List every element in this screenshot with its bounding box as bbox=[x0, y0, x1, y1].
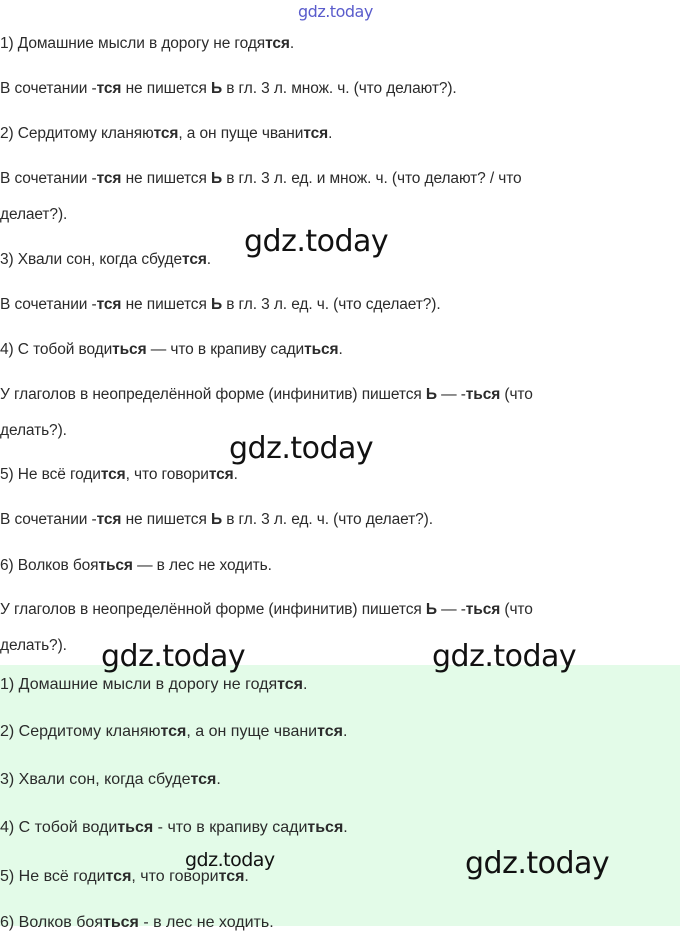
text-fragment: , а он пуще чвани bbox=[178, 125, 304, 142]
bold-fragment: Ь bbox=[210, 296, 222, 313]
text-fragment: не пишется bbox=[121, 80, 211, 97]
watermark: gdz.today bbox=[465, 846, 610, 881]
watermark: gdz.today bbox=[298, 2, 373, 21]
text-fragment: 5) Не всё годи bbox=[0, 868, 106, 885]
text-line bbox=[0, 637, 67, 655]
watermark: gdz.today bbox=[185, 849, 275, 871]
text-fragment: 2) Сердитому кланяю bbox=[0, 723, 161, 740]
text-line bbox=[0, 341, 343, 359]
bold-fragment: ться bbox=[102, 914, 139, 931]
text-fragment: . bbox=[338, 341, 343, 358]
text-fragment: — в лес не ходить. bbox=[132, 557, 272, 574]
bold-fragment: тся bbox=[105, 868, 132, 885]
text-fragment: — что в крапиву сади bbox=[146, 341, 305, 358]
text-fragment: . bbox=[206, 251, 212, 268]
text-line bbox=[0, 206, 67, 224]
text-fragment: . bbox=[328, 125, 333, 142]
bold-fragment: тся bbox=[96, 296, 122, 313]
text-fragment: У глаголов в неопределённой форме (инфинитив) пишется bbox=[0, 601, 426, 618]
watermark: gdz.today bbox=[432, 639, 577, 674]
text-fragment: в гл. 3 л. ед. ч. (что делает?). bbox=[222, 511, 433, 528]
bold-fragment: тся bbox=[218, 868, 245, 885]
bold-fragment: ться bbox=[112, 341, 147, 358]
bold-fragment: тся bbox=[303, 125, 329, 142]
answer-line bbox=[0, 723, 347, 741]
bold-fragment: тся bbox=[317, 723, 343, 740]
answer-summary-box bbox=[0, 665, 680, 926]
bold-fragment: Ь bbox=[210, 511, 222, 528]
text-fragment: 1) Домашние мысли в дорогу не годя bbox=[0, 676, 278, 693]
text-fragment: 4) С тобой води bbox=[0, 819, 118, 836]
text-line bbox=[0, 386, 533, 404]
text-fragment: — - bbox=[436, 601, 466, 618]
text-fragment: в гл. 3 л. множ. ч. (что делают?). bbox=[222, 80, 457, 97]
text-fragment: 4) С тобой води bbox=[0, 341, 113, 358]
text-line bbox=[0, 80, 457, 98]
text-fragment: У глаголов в неопределённой форме (инфинитив) пишется bbox=[0, 386, 426, 403]
bold-fragment: тся bbox=[182, 251, 207, 268]
bold-fragment: тся bbox=[190, 771, 217, 788]
answer-line bbox=[0, 819, 348, 837]
text-fragment: В сочетании - bbox=[0, 170, 97, 187]
text-line bbox=[0, 296, 441, 314]
bold-fragment: Ь bbox=[425, 386, 437, 403]
answer-line bbox=[0, 676, 307, 694]
bold-fragment: ться bbox=[307, 819, 344, 836]
text-fragment: (что bbox=[500, 386, 533, 403]
text-fragment: в гл. 3 л. ед. ч. (что сделает?). bbox=[222, 296, 441, 313]
text-fragment: делать?). bbox=[0, 637, 67, 654]
bold-fragment: тся bbox=[100, 466, 126, 483]
bold-fragment: тся bbox=[96, 80, 122, 97]
text-fragment: (что bbox=[500, 601, 533, 618]
text-fragment: . bbox=[302, 676, 308, 693]
bold-fragment: тся bbox=[153, 125, 179, 142]
text-fragment: 3) Хвали сон, когда сбуде bbox=[0, 771, 191, 788]
text-line bbox=[0, 35, 294, 53]
text-fragment: 6) Волков боя bbox=[0, 557, 99, 574]
text-fragment: , что говори bbox=[125, 466, 209, 483]
bold-fragment: Ь bbox=[425, 601, 437, 618]
text-fragment: 2) Сердитому кланяю bbox=[0, 125, 154, 142]
text-fragment: , что говори bbox=[131, 868, 219, 885]
bold-fragment: ться bbox=[465, 386, 501, 403]
text-fragment: — - bbox=[436, 386, 466, 403]
text-fragment: в гл. 3 л. ед. и множ. ч. (что делают? / что bbox=[222, 170, 522, 187]
watermark: gdz.today bbox=[244, 224, 389, 259]
text-line bbox=[0, 466, 238, 484]
text-fragment: . bbox=[343, 819, 348, 836]
watermark: gdz.today bbox=[229, 431, 374, 466]
watermark: gdz.today bbox=[101, 639, 246, 674]
text-fragment: . bbox=[342, 723, 348, 740]
bold-fragment: тся bbox=[160, 723, 187, 740]
text-fragment: В сочетании - bbox=[0, 511, 97, 528]
text-fragment: не пишется bbox=[121, 296, 211, 313]
text-fragment: - в лес не ходить. bbox=[138, 914, 274, 931]
bold-fragment: ться bbox=[465, 601, 501, 618]
text-fragment: . bbox=[289, 35, 295, 52]
text-fragment: . bbox=[233, 466, 238, 483]
text-fragment: 3) Хвали сон, когда сбуде bbox=[0, 251, 183, 268]
bold-fragment: тся bbox=[265, 35, 290, 52]
bold-fragment: тся bbox=[208, 466, 234, 483]
bold-fragment: Ь bbox=[210, 170, 222, 187]
text-fragment: . bbox=[216, 771, 221, 788]
bold-fragment: ться bbox=[117, 819, 154, 836]
text-fragment: . bbox=[244, 868, 249, 885]
text-line bbox=[0, 170, 522, 188]
text-fragment: 6) Волков боя bbox=[0, 914, 103, 931]
bold-fragment: тся bbox=[96, 511, 122, 528]
bold-fragment: Ь bbox=[210, 80, 222, 97]
bold-fragment: тся bbox=[96, 170, 122, 187]
text-fragment: В сочетании - bbox=[0, 296, 97, 313]
text-fragment: не пишется bbox=[121, 170, 211, 187]
answer-line bbox=[0, 914, 274, 932]
bold-fragment: ться bbox=[98, 557, 133, 574]
text-fragment: не пишется bbox=[121, 511, 211, 528]
bold-fragment: тся bbox=[277, 676, 303, 693]
text-line bbox=[0, 422, 67, 440]
text-fragment: - что в крапиву сади bbox=[153, 819, 308, 836]
bold-fragment: ться bbox=[304, 341, 339, 358]
text-fragment: В сочетании - bbox=[0, 80, 97, 97]
text-fragment: 5) Не всё годи bbox=[0, 466, 101, 483]
text-fragment: , а он пуще чвани bbox=[186, 723, 318, 740]
text-fragment: делать?). bbox=[0, 422, 67, 439]
text-fragment: делает?). bbox=[0, 206, 68, 223]
text-line bbox=[0, 511, 433, 529]
text-line bbox=[0, 125, 332, 143]
text-fragment: 1) Домашние мысли в дорогу не годя bbox=[0, 35, 266, 52]
text-line bbox=[0, 557, 272, 575]
text-line bbox=[0, 251, 211, 269]
text-line bbox=[0, 601, 533, 619]
answer-line bbox=[0, 771, 221, 789]
